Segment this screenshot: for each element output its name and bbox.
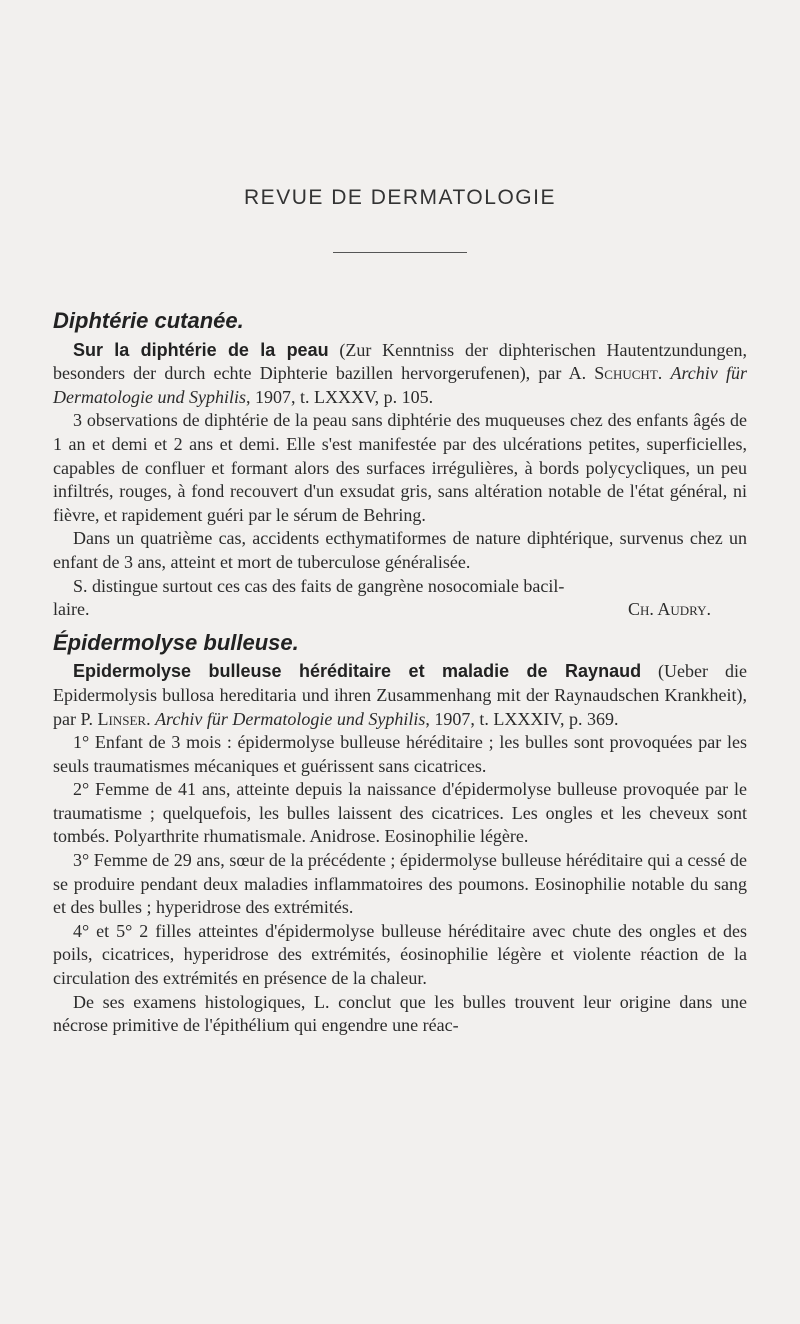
journal-name: Archiv für Dermatologie und Syphilis (155, 708, 426, 729)
body-paragraph: 3° Femme de 29 ans, sœur de la précédente ; épidermolyse bulleuse héréditaire qui a cessé de se produire pendant deux maladies inflammatoires des poumons. Eosinophilie notable du sang et des bulles ; hyperidrose des extrémités. (53, 850, 747, 918)
reference-text: (Ueber die Epidermolysis bullosa hereditaria und ihren Zusammenhang mit der Raynaudschen Krankheit), par P. (53, 661, 747, 729)
signature: Ch. Audry. (627, 599, 711, 620)
body-paragraph: Dans un quatrième cas, accidents ecthymatiformes de nature diphtérique, survenus chez un enfant de 3 ans, atteint et mort de tuberculose généralisée. (53, 528, 747, 572)
article-title: Epidermolyse bulleuse héréditaire et maladie de Raynaud (73, 661, 642, 682)
body-paragraph-end: laire. (53, 599, 90, 620)
article-title: Sur la diphtérie de la peau (73, 339, 329, 360)
closing-paragraph (53, 575, 747, 622)
reference-separator: . (657, 363, 671, 384)
section-heading-epidermolyse: Épidermolyse bulleuse. (53, 629, 299, 655)
journal-name: Archiv für Dermatologie und Syphilis (53, 363, 747, 407)
reference-paragraph (53, 339, 747, 410)
reference-citation: , 1907, t. LXXXV, p. 105. (245, 386, 434, 407)
author-name: Linser (97, 708, 147, 729)
body-paragraph: 1° Enfant de 3 mois : épidermolyse bulleuse héréditaire ; les bulles sont provoquées par les seuls traumatismes mécaniques et guérissent sans cicatrices. (53, 732, 747, 776)
body-paragraph: 3 observations de diphtérie de la peau sans diphtérie des muqueuses chez des enfants âgés de 1 an et demi et 2 ans et demi. Elle s'est manifestée par des ulcérations petites, superficielles, capables de confluer et formant alors des surfaces irrégulières, à bords polycycliques, un peu infiltrés, rouges, à fond recouvert d'un exsudat gris, sans altération notable de l'état général, ni fièvre, et rapidement guéri par le sérum de Behring. (53, 410, 747, 525)
author-name: Schucht (594, 363, 658, 384)
article-body (53, 309, 747, 1038)
running-title: REVUE DE DERMATOLOGIE (244, 186, 556, 209)
body-paragraph: 2° Femme de 41 ans, atteinte depuis la naissance d'épidermolyse bulleuse provoquée par le traumatisme ; quelquefois, les bulles laissent des cicatrices. Les ongles et les cheveux sont tombés. Polyarthrite rhumatismale. Anidrose. Eosinophilie légère. (53, 779, 747, 847)
body-paragraph: 4° et 5° 2 filles atteintes d'épidermolyse bulleuse héréditaire avec chute des ongles et des poils, cicatrices, hyperidrose des extrémités, éosinophilie légère et violente réaction de la circulation des extrémités en présence de la chaleur. (53, 920, 747, 989)
reference-text: (Zur Kenntniss der diphterischen Hautentzundungen, besonders der durch echte Diphterie bazillen hervorgerufenen), par A. (53, 339, 747, 384)
reference-separator: . (146, 708, 156, 729)
body-paragraph-line: S. distingue surtout ces cas des faits de gangrène nosocomiale bacil- (73, 575, 565, 596)
reference-paragraph (53, 660, 747, 731)
section-heading-diphterie: Diphtérie cutanée. (53, 308, 244, 333)
signature-line (53, 598, 747, 622)
header-rule (333, 252, 467, 253)
reference-citation: , 1907, t. LXXXIV, p. 369. (425, 708, 619, 729)
body-paragraph: De ses examens histologiques, L. conclut que les bulles trouvent leur origine dans une nécrose primitive de l'épithélium qui engendre une réac- (53, 991, 747, 1036)
